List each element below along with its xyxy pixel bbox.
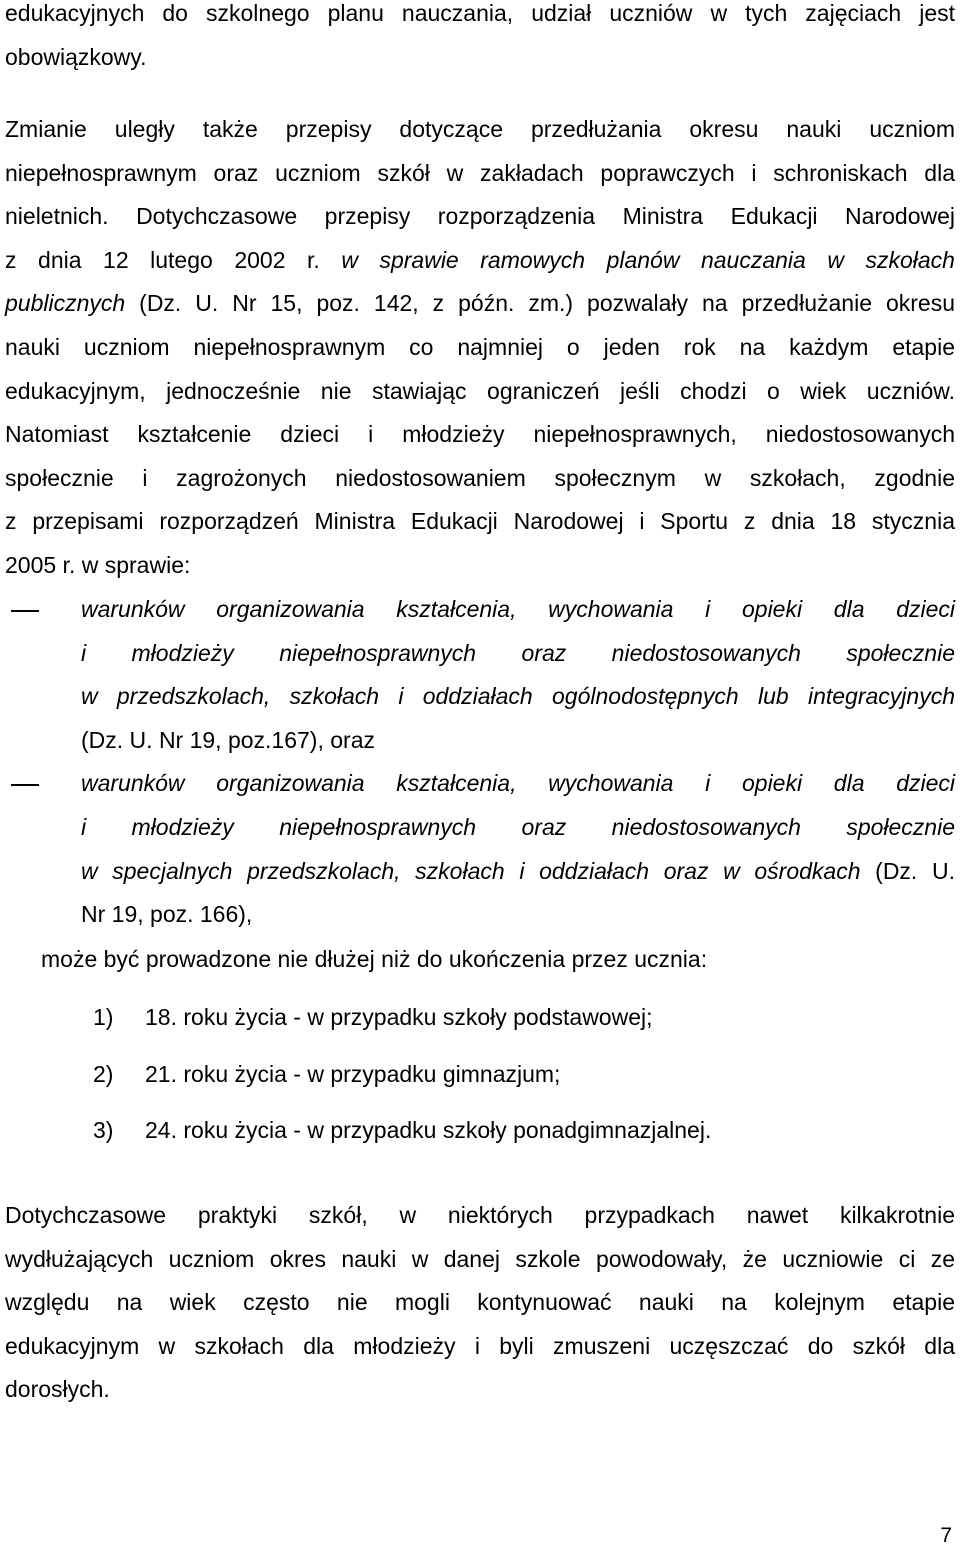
main-paragraph bbox=[5, 108, 955, 588]
text-line bbox=[5, 239, 955, 283]
italic-title-segment: publicznych bbox=[5, 290, 126, 317]
text-line: społecznie i zagrożonych niedostosowaniem społecznym w szkołach, zgodnie bbox=[5, 464, 955, 491]
text-line: Nr 19, poz. 166), bbox=[81, 901, 253, 928]
dash-list-item bbox=[5, 588, 955, 762]
italic-title-segment: w przedszkolach, szkołach i oddziałach ogólnodostępnych lub integracyjnych bbox=[81, 683, 955, 710]
italic-title-segment: w sprawie ramowych planów nauczania w szkołach bbox=[341, 246, 955, 273]
final-paragraph bbox=[5, 1194, 955, 1412]
text-line: edukacyjnym, jednocześnie nie stawiając ograniczeń jeśli chodzi o wiek uczniów. bbox=[5, 377, 955, 404]
dash-bullet-icon bbox=[5, 588, 45, 632]
dash-list bbox=[5, 588, 955, 937]
dash-list-item bbox=[5, 762, 955, 936]
italic-title-segment: warunków organizowania kształcenia, wychowania i opieki dla dzieci bbox=[81, 770, 955, 797]
numbered-list-item bbox=[5, 1053, 955, 1097]
intro-paragraph bbox=[5, 0, 955, 79]
text-line: (Dz. U. Nr 19, poz.167), oraz bbox=[81, 726, 375, 753]
numbered-list-item bbox=[5, 996, 955, 1040]
text-segment: z dnia 12 lutego 2002 r. bbox=[5, 246, 342, 273]
list-number: 2) bbox=[93, 1060, 114, 1087]
text-line bbox=[81, 588, 955, 632]
italic-title-segment: w specjalnych przedszkolach, szkołach i oddziałach oraz w ośrodkach bbox=[81, 857, 861, 884]
text-line: dorosłych. bbox=[5, 1376, 110, 1403]
numbered-list-item bbox=[5, 1109, 955, 1153]
italic-title-segment: i młodzieży niepełnosprawnych oraz niedostosowanych społecznie bbox=[81, 813, 955, 840]
page-number: 7 bbox=[940, 1524, 952, 1547]
text-line: nieletnich. Dotychczasowe przepisy rozporządzenia Ministra Edukacji Narodowej bbox=[5, 203, 955, 230]
text-line bbox=[81, 850, 955, 894]
text-segment: (Dz. U. bbox=[860, 857, 955, 884]
text-line bbox=[5, 282, 955, 326]
italic-title-segment: warunków organizowania kształcenia, wychowania i opieki dla dzieci bbox=[81, 596, 955, 622]
text-line: względu na wiek często nie mogli kontynuować nauki na kolejnym etapie bbox=[5, 1289, 955, 1316]
lead-in-line: może być prowadzone nie dłużej niż do ukończenia przez ucznia: bbox=[41, 946, 708, 972]
text-line bbox=[81, 806, 955, 850]
list-number: 3) bbox=[93, 1117, 114, 1144]
text-line: obowiązkowy. bbox=[5, 43, 147, 70]
text-line: edukacyjnym w szkołach dla młodzieży i byli zmuszeni uczęszczać do szkół dla bbox=[5, 1332, 955, 1359]
text-line: niepełnosprawnym oraz uczniom szkół w zakładach poprawczych i schroniskach dla bbox=[5, 159, 955, 186]
list-item-text: 21. roku życia - w przypadku gimnazjum; bbox=[145, 1060, 561, 1087]
list-number: 1) bbox=[93, 1004, 114, 1030]
text-line bbox=[81, 632, 955, 676]
dash-bullet-icon bbox=[5, 762, 45, 806]
text-line bbox=[81, 762, 955, 806]
list-item-text: 24. roku życia - w przypadku szkoły ponadgimnazjalnej. bbox=[145, 1117, 712, 1144]
text-line: Dotychczasowe praktyki szkół, w niektórych przypadkach nawet kilkakrotnie bbox=[5, 1202, 955, 1228]
text-line: z przepisami rozporządzeń Ministra Edukacji Narodowej i Sportu z dnia 18 stycznia bbox=[5, 508, 955, 535]
list-item-text: 18. roku życia - w przypadku szkoły podstawowej; bbox=[145, 1004, 653, 1030]
text-segment: (Dz. U. Nr 15, poz. 142, z późn. zm.) pozwalały na przedłużanie okresu bbox=[125, 290, 955, 317]
text-line: wydłużających uczniom okres nauki w danej szkole powodowały, że uczniowie ci ze bbox=[5, 1245, 955, 1272]
text-line: 2005 r. w sprawie: bbox=[5, 551, 191, 578]
text-line: Zmianie uległy także przepisy dotyczące przedłużania okresu nauki uczniom bbox=[5, 116, 955, 142]
text-line: edukacyjnych do szkolnego planu nauczania, udział uczniów w tych zajęciach jest bbox=[5, 0, 955, 26]
text-line: nauki uczniom niepełnosprawnym co najmniej o jeden rok na każdym etapie bbox=[5, 333, 955, 360]
text-line: Natomiast kształcenie dzieci i młodzieży niepełnosprawnych, niedostosowanych bbox=[5, 421, 955, 448]
italic-title-segment: i młodzieży niepełnosprawnych oraz niedostosowanych społecznie bbox=[81, 639, 955, 666]
numbered-list bbox=[5, 996, 955, 1153]
text-line bbox=[81, 675, 955, 719]
